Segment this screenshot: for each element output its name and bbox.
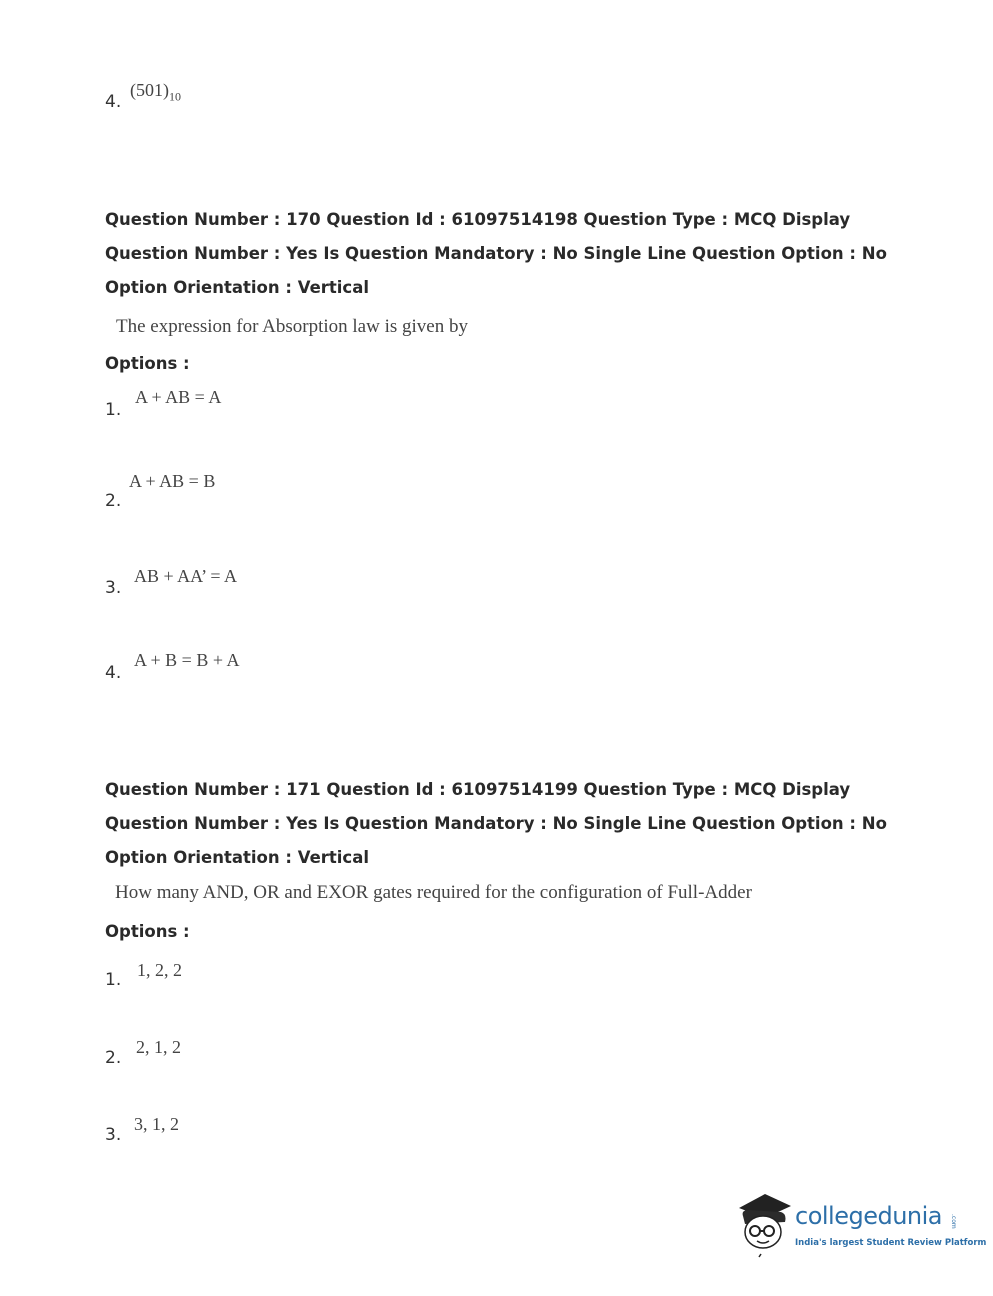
question-170-text: The expression for Absorption law is given by [116, 316, 468, 337]
question-170-meta: Question Number : 170 Question Id : 61097514198 Question Type : MCQ Display Question Number : Yes Is Question Mandatory : No Single Line Question Option : No Option Orientation : Vertical [105, 210, 887, 297]
q170-option-4-text: A + B = B + A [134, 650, 240, 670]
question-170-options-label: Options : [105, 354, 190, 373]
graduate-mascot-icon [735, 1188, 795, 1258]
q170-option-2-number: 2. [105, 491, 122, 511]
q171-option-2-text: 2, 1, 2 [136, 1037, 181, 1057]
q171-option-1-number: 1. [105, 970, 122, 990]
prev-option-4-base: 10 [169, 89, 181, 104]
prev-option-4-number: 4. [105, 92, 122, 112]
q170-option-1-text: A + AB = A [135, 387, 222, 407]
q170-option-3-text: AB + AA’ = A [134, 566, 237, 586]
q170-option-3-number: 3. [105, 578, 122, 598]
question-171-options-label: Options : [105, 922, 190, 941]
question-171-meta: Question Number : 171 Question Id : 61097514199 Question Type : MCQ Display Question Number : Yes Is Question Mandatory : No Single Line Question Option : No Option Orientation : Vertical [105, 780, 887, 867]
collegedunia-dotcom: .com [950, 1214, 957, 1229]
q171-option-3-text: 3, 1, 2 [134, 1114, 179, 1134]
collegedunia-tagline: India's largest Student Review Platform [795, 1238, 987, 1248]
q170-option-2-text: A + AB = B [129, 471, 216, 491]
q171-option-1-text: 1, 2, 2 [137, 960, 182, 980]
q170-option-4-number: 4. [105, 663, 122, 683]
prev-option-4-text [130, 80, 181, 105]
q170-option-1-number: 1. [105, 400, 122, 420]
question-171-text: How many AND, OR and EXOR gates required for the configuration of Full-Adder [115, 882, 752, 903]
q171-option-2-number: 2. [105, 1048, 122, 1068]
q171-option-3-number: 3. [105, 1125, 122, 1145]
prev-option-4-value: (501) [130, 80, 169, 100]
collegedunia-wordmark: collegedunia [795, 1202, 943, 1230]
